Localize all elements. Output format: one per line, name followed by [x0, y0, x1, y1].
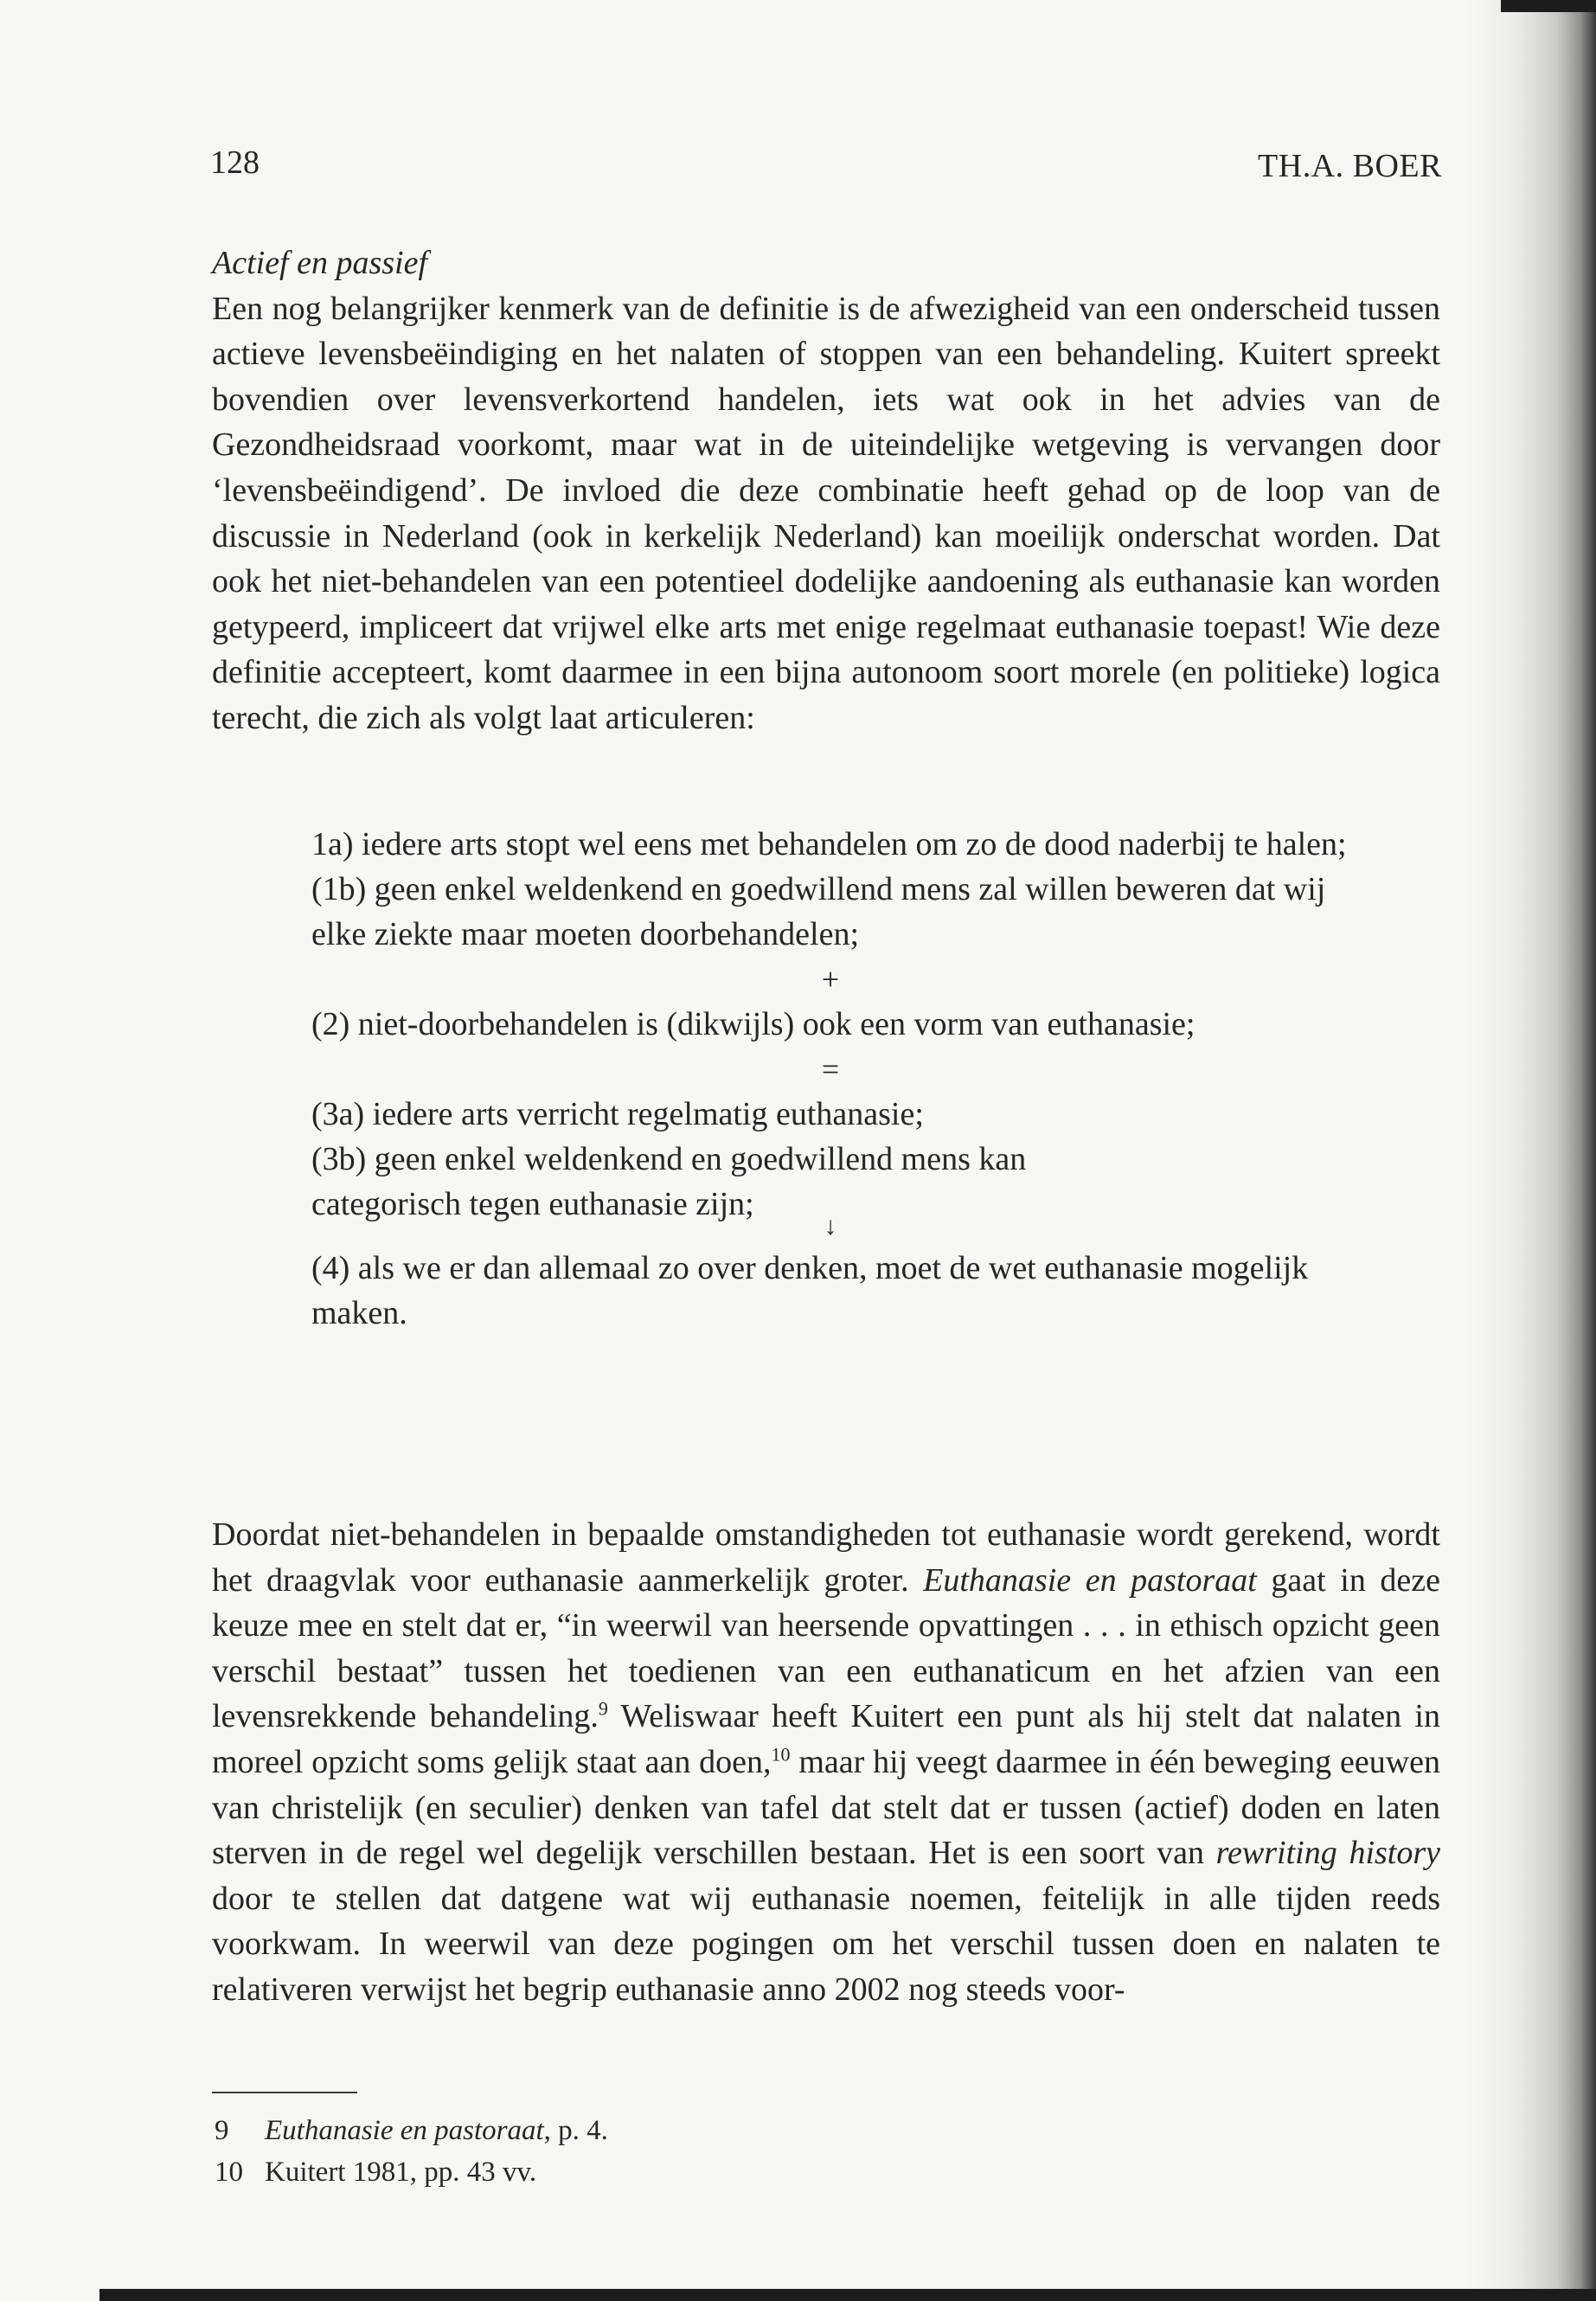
- scan-edge-shadow: [1466, 0, 1596, 2301]
- argument-item-1b: (1b) geen enkel weldenkend en goedwillend mens zal willen beweren dat wij elke ziekte maar moeten doorbehandelen;: [311, 871, 1326, 952]
- paragraph-2-text-3: Weliswaar heeft Kuitert een punt als hij stelt dat nalaten in moreel opzicht soms gelijk staat aan doen,: [212, 1698, 1440, 1780]
- plus-operator: +: [821, 962, 840, 997]
- paragraph-2-text-1: Doordat niet-behandelen in bepaalde omstandigheden tot euthanasie wordt gerekend, wordt het draagvlak voor euthanasie aanmerkelijk groter.: [212, 1516, 1440, 1599]
- paragraph-2: [212, 1512, 1440, 2013]
- footnote-text: Kuitert 1981, pp. 43 vv.: [265, 2157, 537, 2188]
- footnote-ref-9: 9: [598, 1697, 608, 1720]
- argument-item-2: (2) niet-doorbehandelen is (dikwijls) ook een vorm van euthanasie;: [311, 1006, 1195, 1042]
- argument-item-3b: (3b) geen enkel weldenkend en goedwillend mens kan categorisch tegen euthanasie zijn;: [311, 1141, 1027, 1222]
- argument-item-1a: 1a) iedere arts stopt wel eens met behandelen om zo de dood naderbij te halen;: [311, 826, 1347, 862]
- argument-item-3a: (3a) iedere arts verricht regelmatig euthanasie;: [311, 1096, 924, 1132]
- section-title: Actief en passief: [212, 245, 428, 281]
- paragraph-2-text-5: door te stellen dat datgene wat wij euthanasie noemen, feitelijk in alle tijden reeds voorkwam. In weerwil van deze pogingen om het verschil tussen doen en nalaten te relativeren verwijst het begrip euthanasie anno 2002 nog steeds voor-: [212, 1880, 1440, 2008]
- section-block: [212, 240, 1440, 741]
- scan-bottom-edge: [99, 2289, 1596, 2301]
- running-header-author: TH.A. BOER: [1258, 148, 1442, 184]
- paragraph-2-italic-phrase: rewriting history: [1215, 1835, 1440, 1872]
- paragraph-2-text-2: gaat in deze keuze mee en stelt dat er, “in weerwil van heersende opvattingen . . . in ethisch opzicht geen verschil bestaat” tussen het toedienen van een euthanaticum en het afzien van een levensrekkende behandeling.: [212, 1561, 1440, 1735]
- paragraph-1: Een nog belangrijker kenmerk van de definitie is de afwezigheid van een onderscheid tussen actieve levensbeëindiging en het nalaten of stoppen van een behandeling. Kuitert spreekt bovendien over levensverkortend handelen, iets wat ook in het advies van de Gezondheidsraad voorkomt, maar wat in de uiteindelijke wetgeving is vervangen door ‘levensbeëindigend’. De invloed die deze combinatie heeft gehad op de loop van de discussie in Nederland (ook in kerkelijk Nederland) kan moeilijk onderschat worden. Dat ook het niet-behandelen van een potentieel dodelijke aandoening als euthanasie kan worden getypeerd, impliceert dat vrijwel elke arts met enige regelmaat euthanasie toepast! Wie deze definitie accepteert, komt daarmee in een bijna autonoom soort morele (en politieke) logica terecht, die zich als volgt laat articuleren:: [212, 290, 1440, 736]
- argument-item-4: (4) als we er dan allemaal zo over denken, moet de wet euthanasie mogelijk maken.: [311, 1250, 1309, 1331]
- footnote-number: 10: [215, 2157, 243, 2188]
- footnote-separator: [212, 2092, 357, 2093]
- footnote-10: [215, 2152, 536, 2192]
- paragraph-2-italic-title: Euthanasie en pastoraat: [923, 1561, 1257, 1599]
- footnote-text: , p. 4.: [543, 2115, 608, 2146]
- paragraph-2-text-4: maar hij veegt daarmee in één beweging eeuwen van christelijk (en seculier) denken van tafel dat stelt dat er tussen (actief) doden en laten sterven in de regel wel degelijk verschillen bestaan. Het is een soort van: [212, 1743, 1441, 1872]
- footnote-9: [215, 2111, 608, 2150]
- scan-top-edge: [1501, 0, 1596, 12]
- argument-list: [311, 822, 1349, 1336]
- footnote-italic-title: Euthanasie en pastoraat: [265, 2115, 544, 2146]
- page-number: 128: [210, 144, 260, 181]
- equals-operator: =: [821, 1052, 840, 1086]
- footnote-ref-10: 10: [771, 1743, 791, 1766]
- footnote-number: 9: [215, 2115, 229, 2146]
- arrow-down-icon: ↓: [824, 1212, 837, 1240]
